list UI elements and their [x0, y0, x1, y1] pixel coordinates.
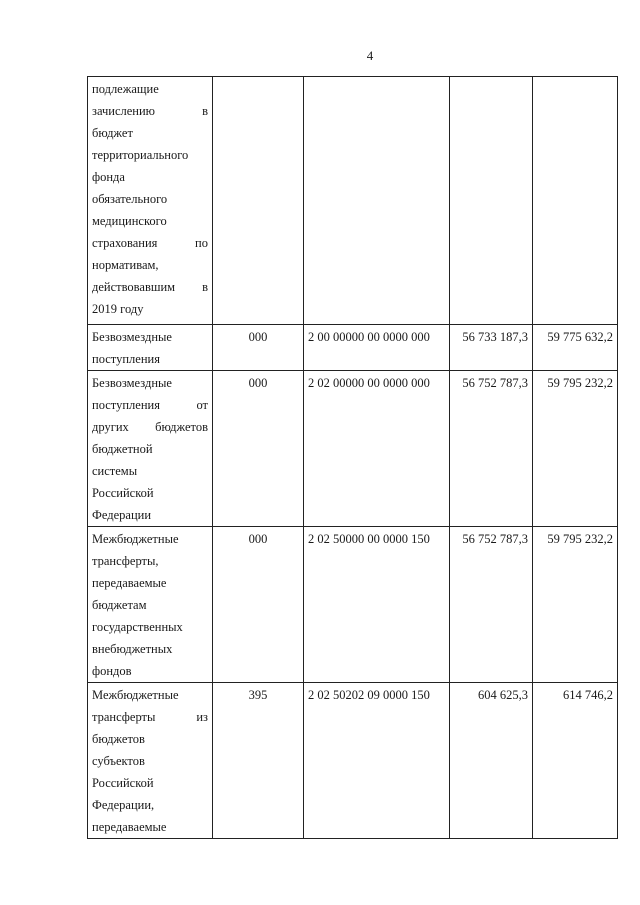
table-row — [88, 77, 618, 325]
cell-admin-code: 000 — [213, 325, 304, 371]
name-line: подлежащие — [92, 82, 159, 96]
cell-amount-2021: 56 752 787,3 — [450, 371, 533, 527]
name-word: страхования — [92, 236, 158, 250]
name-word: в — [202, 104, 208, 118]
table-row — [88, 683, 618, 839]
cell-budget-classification-code — [304, 77, 450, 325]
name-line: государственных — [92, 620, 183, 634]
cell-budget-classification-code: 2 02 00000 00 0000 000 — [304, 371, 450, 527]
name-line: Федерации — [92, 508, 152, 522]
cell-indicator-name — [88, 325, 213, 371]
name-line: Безвозмездные — [92, 376, 172, 390]
name-line: нормативам, — [92, 258, 159, 272]
name-word: по — [195, 236, 208, 250]
name-word: от — [196, 398, 208, 412]
name-line: бюджетов — [92, 732, 145, 746]
table-row — [88, 527, 618, 683]
name-line: внебюджетных — [92, 642, 173, 656]
name-line: бюджет — [92, 126, 133, 140]
page-number: 4 — [366, 48, 374, 63]
table-body — [88, 77, 618, 839]
cell-admin-code: 000 — [213, 371, 304, 527]
cell-amount-2021: 604 625,3 — [450, 683, 533, 839]
cell-amount-2022: 59 795 232,2 — [533, 371, 618, 527]
table-row — [88, 325, 618, 371]
name-line: фондов — [92, 664, 132, 678]
name-line: Российской — [92, 486, 154, 500]
cell-indicator-name — [88, 683, 213, 839]
cell-amount-2022: 59 795 232,2 — [533, 527, 618, 683]
name-line: 2019 году — [92, 302, 144, 316]
cell-budget-classification-code: 2 02 50202 09 0000 150 — [304, 683, 450, 839]
name-line: Межбюджетные — [92, 532, 179, 546]
cell-budget-classification-code: 2 00 00000 00 0000 000 — [304, 325, 450, 371]
name-word: трансферты — [92, 710, 156, 724]
table-row — [88, 371, 618, 527]
name-line: бюджетам — [92, 598, 147, 612]
budget-revenue-table — [87, 76, 618, 839]
name-line: поступления — [92, 352, 160, 366]
cell-indicator-name — [88, 77, 213, 325]
name-line: Безвозмездные — [92, 330, 172, 344]
name-word: бюджетов — [155, 420, 208, 434]
name-line: субъектов — [92, 754, 145, 768]
cell-admin-code: 000 — [213, 527, 304, 683]
cell-admin-code — [213, 77, 304, 325]
name-line: фонда — [92, 170, 125, 184]
name-line: системы — [92, 464, 138, 478]
cell-amount-2022: 59 775 632,2 — [533, 325, 618, 371]
name-line: Федерации, — [92, 798, 155, 812]
name-line — [92, 100, 208, 122]
cell-amount-2021: 56 752 787,3 — [450, 527, 533, 683]
name-line: передаваемые — [92, 820, 167, 834]
name-line: Российской — [92, 776, 154, 790]
name-line — [92, 276, 208, 298]
cell-amount-2022 — [533, 77, 618, 325]
cell-indicator-name — [88, 527, 213, 683]
cell-admin-code: 395 — [213, 683, 304, 839]
name-line: бюджетной — [92, 442, 153, 456]
name-word: поступления — [92, 398, 160, 412]
name-word: в — [202, 280, 208, 294]
name-word: действовавшим — [92, 280, 176, 294]
cell-budget-classification-code: 2 02 50000 00 0000 150 — [304, 527, 450, 683]
name-line: трансферты, — [92, 554, 159, 568]
name-line — [92, 394, 208, 416]
cell-amount-2021 — [450, 77, 533, 325]
name-line: территориального — [92, 148, 189, 162]
cell-indicator-name — [88, 371, 213, 527]
cell-amount-2021: 56 733 187,3 — [450, 325, 533, 371]
name-line: медицинского — [92, 214, 167, 228]
name-line: Межбюджетные — [92, 688, 179, 702]
name-line — [92, 232, 208, 254]
name-word: из — [196, 710, 208, 724]
name-word: других — [92, 420, 129, 434]
name-line — [92, 706, 208, 728]
name-line: обязательного — [92, 192, 168, 206]
cell-amount-2022: 614 746,2 — [533, 683, 618, 839]
name-word: зачислению — [92, 104, 156, 118]
name-line — [92, 416, 208, 438]
name-line: передаваемые — [92, 576, 167, 590]
